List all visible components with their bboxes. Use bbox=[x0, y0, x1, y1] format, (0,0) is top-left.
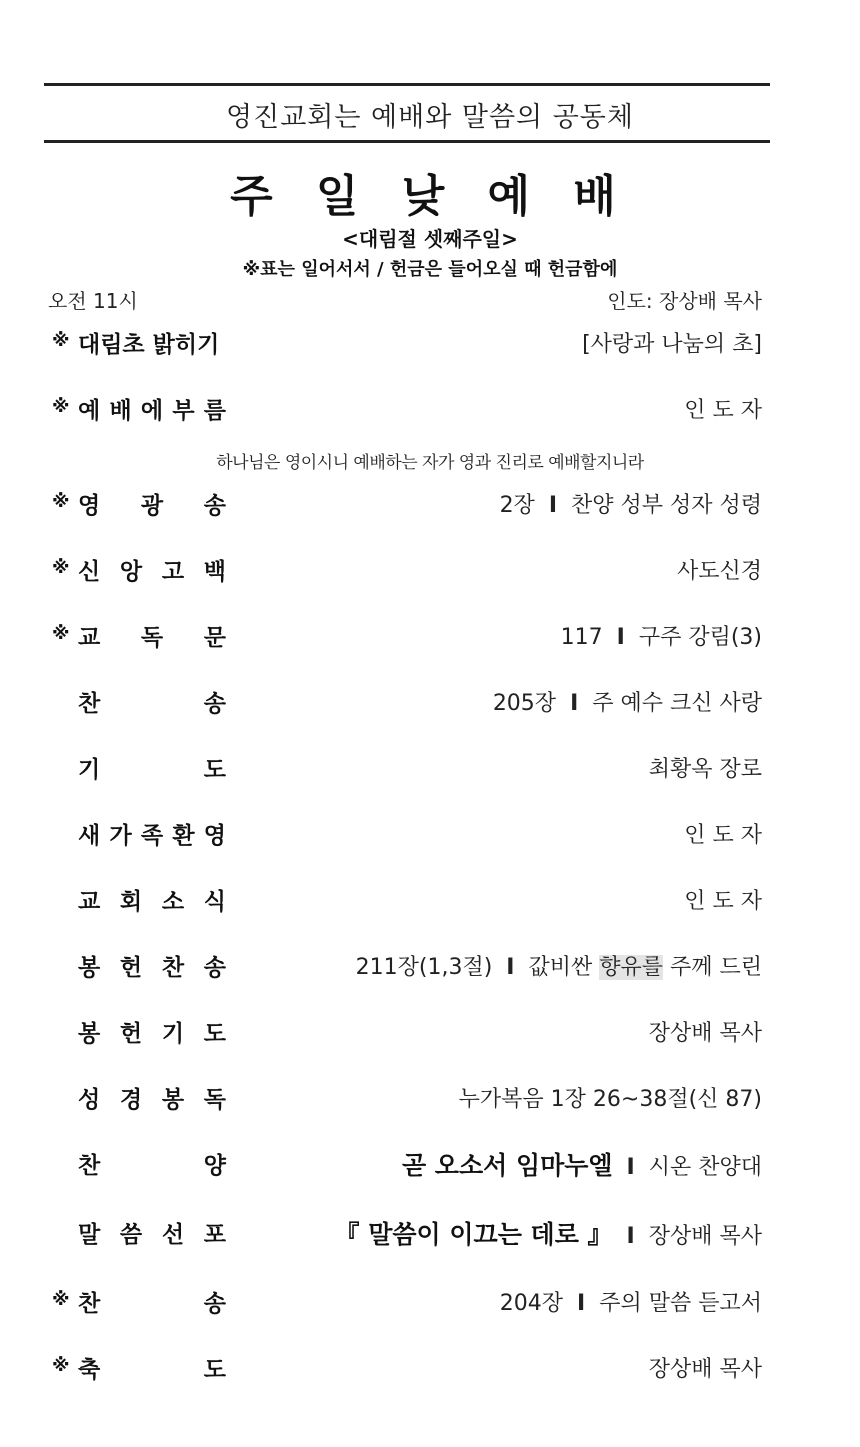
order-row-candle bbox=[0, 325, 860, 365]
order-label: 교 회 소 식 bbox=[78, 889, 226, 915]
order-label: 성 경 봉 독 bbox=[78, 1087, 226, 1113]
order-row-gloria bbox=[0, 486, 860, 526]
order-row-welcome bbox=[0, 816, 860, 856]
order-value: 장상배 목사 bbox=[648, 1021, 762, 1046]
order-label: 찬 양 bbox=[78, 1153, 226, 1179]
service-title: 주 일 낮 예 배 bbox=[230, 171, 630, 222]
standing-notice: ※표는 일어서서 / 헌금은 들어오실 때 헌금함에 bbox=[242, 259, 618, 280]
order-value: 2장 I 찬양 성부 성자 성령 bbox=[499, 493, 762, 518]
order-row-scripture-reading bbox=[0, 1080, 860, 1120]
order-label: 찬 송 bbox=[78, 691, 226, 717]
order-value: 곧 오소서 임마누엘 I 시온 찬양대 bbox=[401, 1151, 762, 1180]
order-value: 211장(1,3절) I 값비싼 향유를 주께 드린 bbox=[355, 955, 762, 980]
order-row-sermon bbox=[0, 1215, 860, 1255]
order-value: [사랑과 나눔의 초] bbox=[582, 332, 762, 357]
order-row-anthem bbox=[0, 1146, 860, 1186]
service-subtitle: <대림절 셋째주일> bbox=[342, 227, 518, 251]
order-value: 인 도 자 bbox=[684, 398, 762, 423]
service-time: 오전 11시 bbox=[48, 289, 138, 313]
order-label: 대림초 밝히기 bbox=[78, 332, 220, 358]
order-row-offering-prayer bbox=[0, 1014, 860, 1054]
order-row-closing-hymn bbox=[0, 1284, 860, 1324]
bottom-rule bbox=[44, 140, 770, 143]
order-row-responsive-reading bbox=[0, 618, 860, 658]
order-label: 신 앙 고 백 bbox=[78, 559, 226, 585]
scripture-verse: 하나님은 영이시니 예배하는 자가 영과 진리로 예배할지니라 bbox=[216, 453, 644, 473]
order-value: 장상배 목사 bbox=[648, 1357, 762, 1382]
order-value: 117 I 구주 강림(3) bbox=[560, 625, 762, 650]
order-row-announcements bbox=[0, 882, 860, 922]
order-value: 사도신경 bbox=[676, 559, 762, 584]
order-label: 기 도 bbox=[78, 757, 226, 783]
order-label: 축 도 bbox=[78, 1357, 226, 1383]
order-label: 말 씀 선 포 bbox=[78, 1222, 226, 1248]
church-motto: 영진교회는 예배와 말씀의 공동체 bbox=[226, 102, 634, 133]
order-row-offering-hymn bbox=[0, 948, 860, 988]
order-row-hymn bbox=[0, 684, 860, 724]
order-row-prayer bbox=[0, 750, 860, 790]
order-value: 205장 I 주 예수 크신 사랑 bbox=[492, 691, 762, 716]
top-rule bbox=[44, 83, 770, 86]
standing-mark: ※ bbox=[52, 1355, 70, 1376]
standing-mark: ※ bbox=[52, 491, 70, 512]
order-row-benediction bbox=[0, 1350, 860, 1390]
service-leader: 인도: 장상배 목사 bbox=[607, 289, 762, 313]
standing-mark: ※ bbox=[52, 1289, 70, 1310]
standing-mark: ※ bbox=[52, 330, 70, 351]
order-row-creed bbox=[0, 552, 860, 592]
order-label: 찬 송 bbox=[78, 1291, 226, 1317]
order-value: 204장 I 주의 말씀 듣고서 bbox=[499, 1291, 762, 1316]
standing-mark: ※ bbox=[52, 557, 70, 578]
order-label: 교 독 문 bbox=[78, 625, 226, 651]
order-value: 인 도 자 bbox=[684, 823, 762, 848]
order-label: 봉 헌 기 도 bbox=[78, 1021, 226, 1047]
order-value: 『 말씀이 이끄는 데로 』 I 장상배 목사 bbox=[334, 1220, 762, 1249]
standing-mark: ※ bbox=[52, 623, 70, 644]
order-label: 영 광 송 bbox=[78, 493, 226, 519]
order-row-call-to-worship bbox=[0, 391, 860, 431]
order-label: 예 배 에 부 름 bbox=[78, 398, 226, 424]
order-value: 최황옥 장로 bbox=[648, 757, 762, 782]
order-value: 인 도 자 bbox=[684, 889, 762, 914]
order-label: 봉 헌 찬 송 bbox=[78, 955, 226, 981]
order-value: 누가복음 1장 26~38절(신 87) bbox=[458, 1087, 762, 1112]
standing-mark: ※ bbox=[52, 396, 70, 417]
order-label: 새 가 족 환 영 bbox=[78, 823, 226, 849]
